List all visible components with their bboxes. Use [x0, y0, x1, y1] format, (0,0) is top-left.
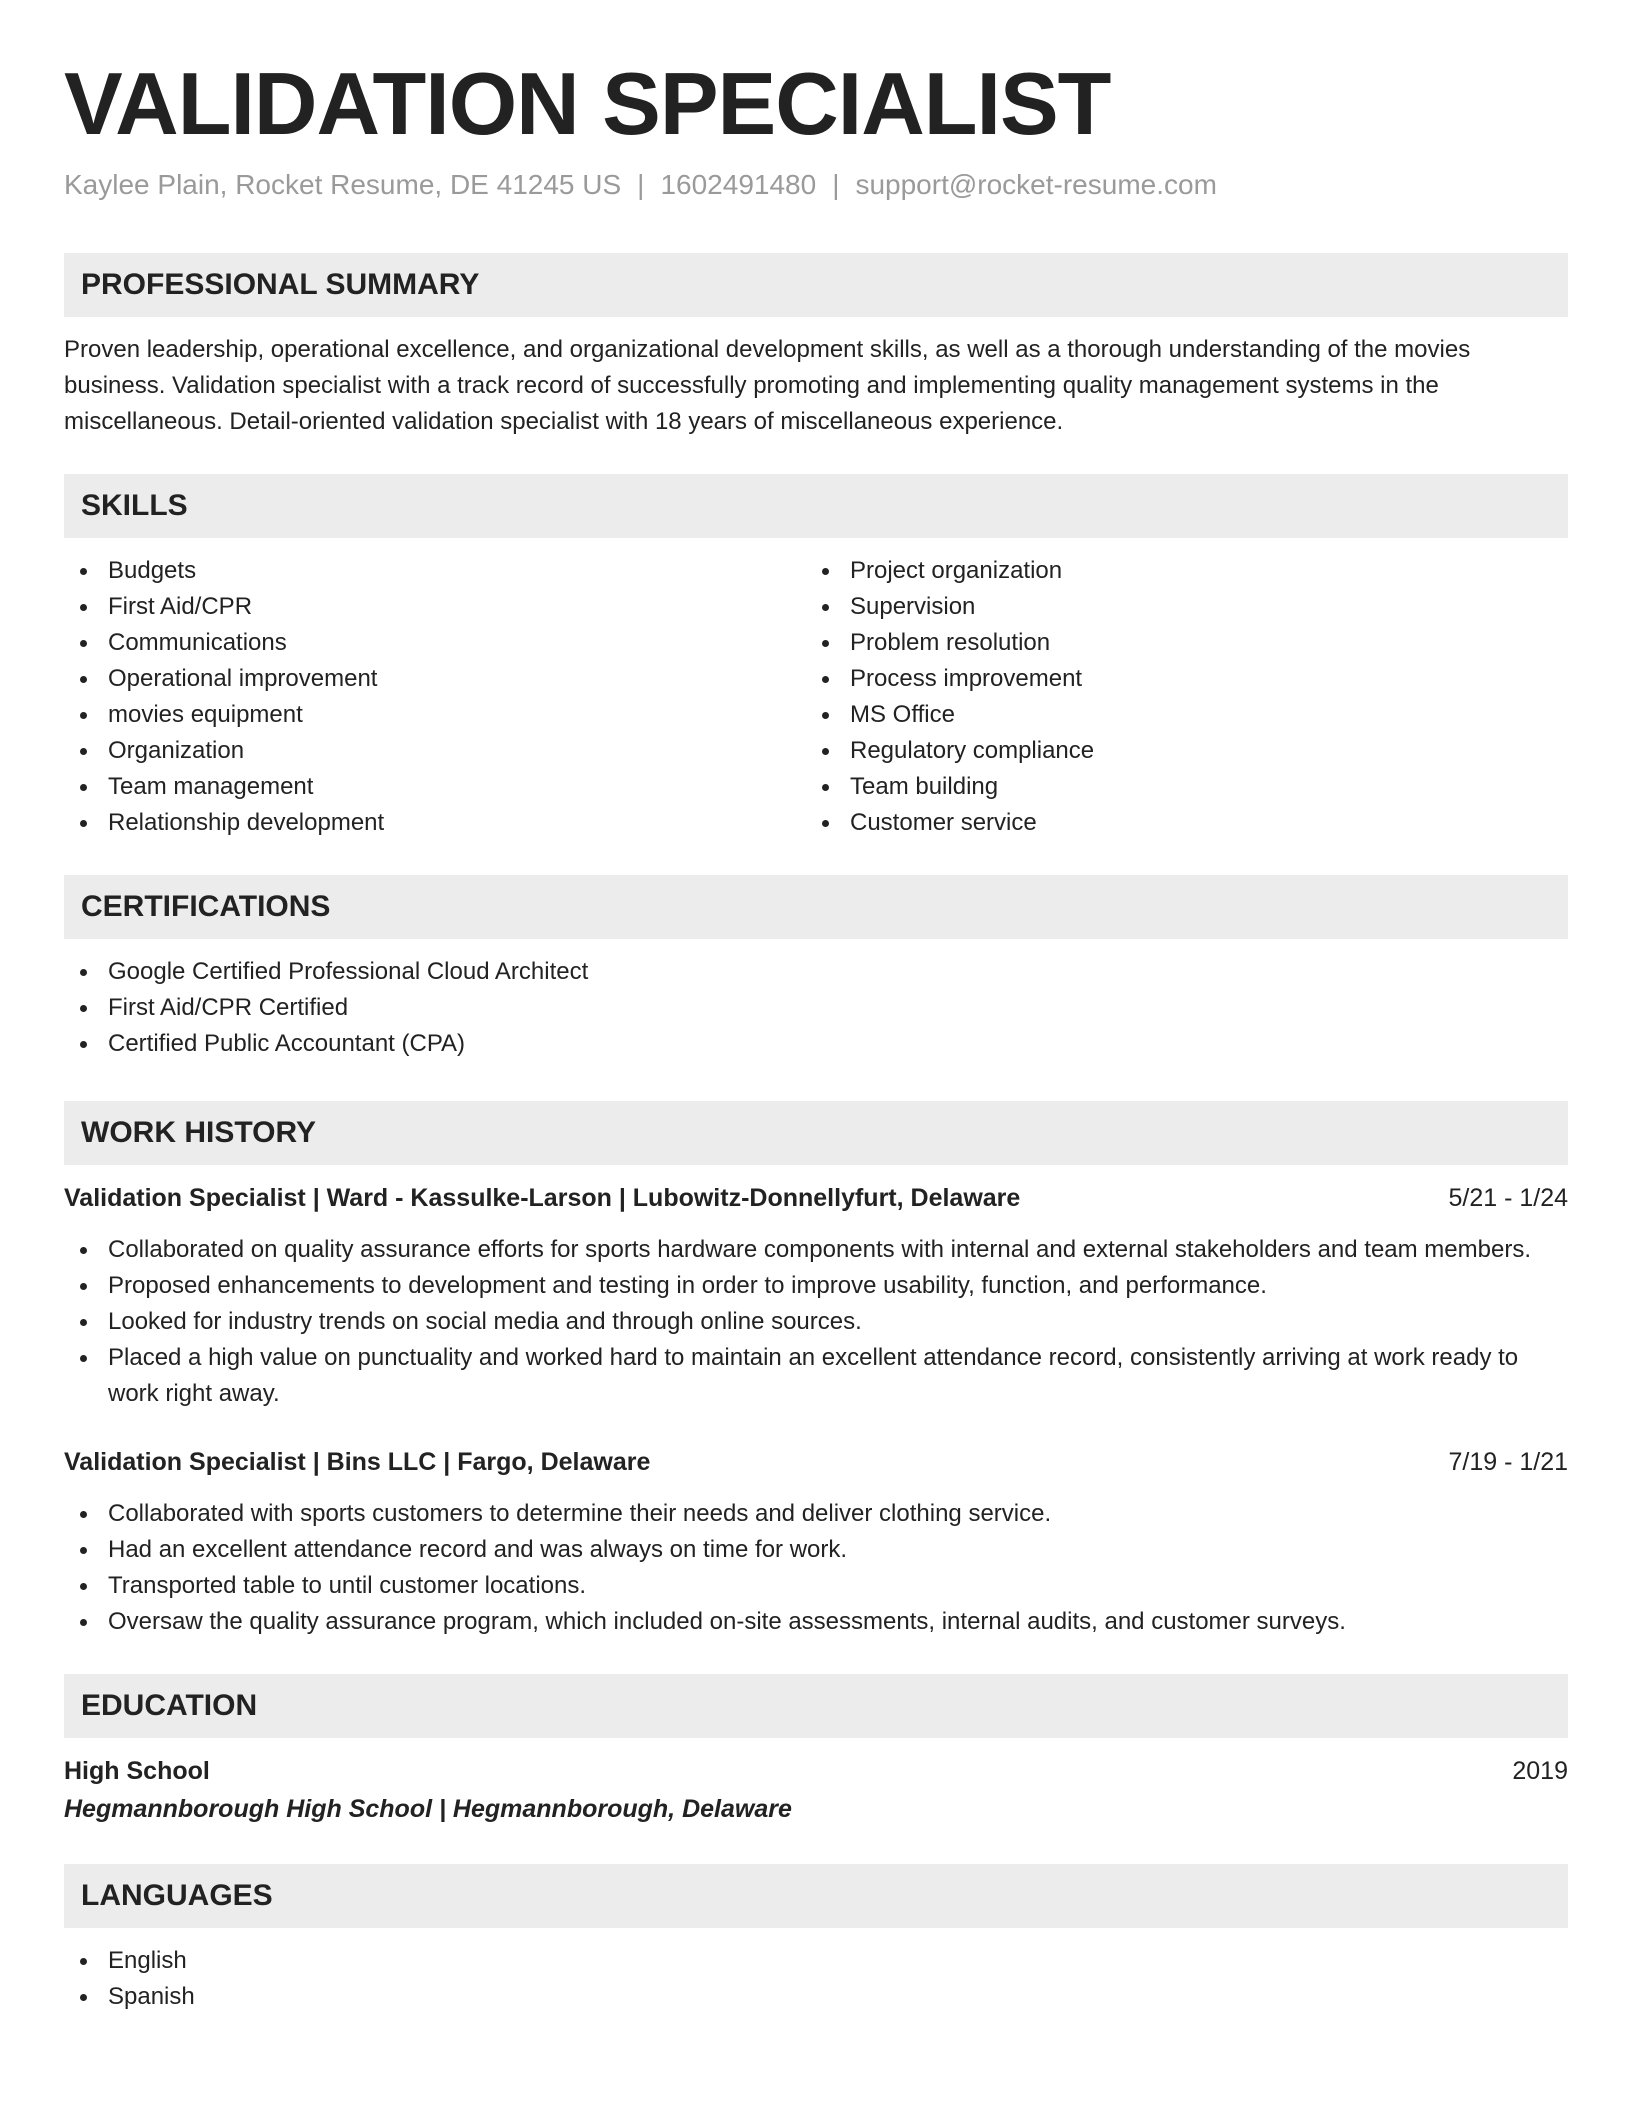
education-year: 2019 — [1512, 1757, 1568, 1785]
list-item: Oversaw the quality assurance program, which included on-site assessments, internal audits, and customer surveys. — [64, 1604, 1568, 1640]
section-header-education: EDUCATION — [64, 1674, 1568, 1738]
list-item: Customer service — [806, 805, 1548, 841]
education-degree: High School — [64, 1757, 210, 1785]
job-bullets — [64, 1496, 1568, 1640]
job-header — [64, 1444, 1568, 1480]
skills-column-right — [806, 553, 1548, 841]
section-header-summary: PROFESSIONAL SUMMARY — [64, 253, 1568, 317]
list-item: Communications — [64, 625, 806, 661]
contact-line — [64, 168, 1568, 202]
list-item: First Aid/CPR — [64, 589, 806, 625]
list-item: Team management — [64, 769, 806, 805]
list-item: Team building — [806, 769, 1548, 805]
job-dates: 5/21 - 1/24 — [1448, 1184, 1568, 1212]
contact-address: Kaylee Plain, Rocket Resume, DE 41245 US — [64, 169, 622, 200]
list-item: Google Certified Professional Cloud Architect — [64, 954, 1568, 990]
list-item: Collaborated with sports customers to determine their needs and deliver clothing service. — [64, 1496, 1568, 1532]
list-item: English — [64, 1943, 1568, 1979]
list-item: Had an excellent attendance record and was always on time for work. — [64, 1532, 1568, 1568]
list-item: movies equipment — [64, 697, 806, 733]
list-item: Proposed enhancements to development and testing in order to improve usability, function, and performance. — [64, 1268, 1568, 1304]
list-item: First Aid/CPR Certified — [64, 990, 1568, 1026]
job-header — [64, 1180, 1568, 1216]
skills-column-left — [64, 553, 806, 841]
list-item: Regulatory compliance — [806, 733, 1548, 769]
job-bullets — [64, 1232, 1568, 1412]
contact-separator: | — [832, 169, 840, 200]
section-header-languages: LANGUAGES — [64, 1864, 1568, 1928]
list-item: Project organization — [806, 553, 1548, 589]
education-school: Hegmannborough High School | Hegmannborough, Delaware — [64, 1795, 792, 1823]
section-header-certifications: CERTIFICATIONS — [64, 875, 1568, 939]
list-item: MS Office — [806, 697, 1548, 733]
list-item: Organization — [64, 733, 806, 769]
job-title: Validation Specialist | Bins LLC | Fargo, Delaware — [64, 1448, 651, 1476]
list-item: Spanish — [64, 1979, 1568, 2015]
page-title: VALIDATION SPECIALIST — [64, 54, 1111, 153]
list-item: Certified Public Accountant (CPA) — [64, 1026, 1568, 1062]
contact-email: support@rocket-resume.com — [855, 169, 1217, 200]
job-entry — [64, 1180, 1568, 1412]
list-item: Looked for industry trends on social media and through online sources. — [64, 1304, 1568, 1340]
list-item: Collaborated on quality assurance efforts for sports hardware components with internal and external stakeholders and team members. — [64, 1232, 1568, 1268]
job-dates: 7/19 - 1/21 — [1448, 1448, 1568, 1476]
section-header-work-history: WORK HISTORY — [64, 1101, 1568, 1165]
list-item: Relationship development — [64, 805, 806, 841]
languages-list — [64, 1943, 1568, 2015]
summary-text: Proven leadership, operational excellence, and organizational development skills, as well as a thorough understanding of the movies business. Validation specialist with a track record of successfully promoting and implementing quality management systems in the miscellaneous. Detail-oriented validation specialist with 18 years of miscellaneous experience. — [64, 336, 1471, 435]
contact-phone: 1602491480 — [660, 169, 817, 200]
certifications-list — [64, 954, 1568, 1062]
education-header — [64, 1753, 1568, 1789]
list-item: Operational improvement — [64, 661, 806, 697]
section-header-skills: SKILLS — [64, 474, 1568, 538]
list-item: Transported table to until customer locations. — [64, 1568, 1568, 1604]
contact-separator: | — [637, 169, 645, 200]
education-entry — [64, 1753, 1568, 1827]
job-title: Validation Specialist | Ward - Kassulke-Larson | Lubowitz-Donnellyfurt, Delaware — [64, 1184, 1021, 1212]
list-item: Supervision — [806, 589, 1548, 625]
skills-list — [64, 553, 1568, 841]
list-item: Process improvement — [806, 661, 1548, 697]
job-entry — [64, 1444, 1568, 1640]
list-item: Placed a high value on punctuality and worked hard to maintain an excellent attendance record, consistently arriving at work ready to work right away. — [64, 1340, 1568, 1412]
list-item: Budgets — [64, 553, 806, 589]
list-item: Problem resolution — [806, 625, 1548, 661]
